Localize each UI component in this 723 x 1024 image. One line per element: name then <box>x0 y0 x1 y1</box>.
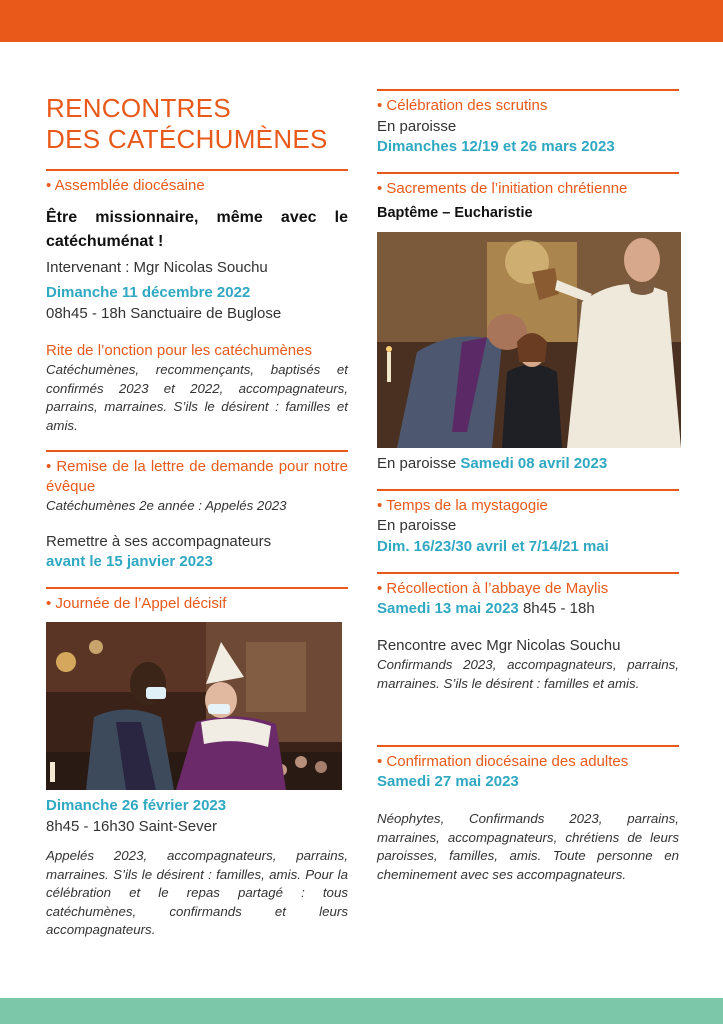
confirmation-audience: Néophytes, Confirmands 2023, parrains, marraines, accompagnateurs, chrétiens de leurs paroisses, familles, amis. Toute personne en cheminement avec ses accompagnateurs. <box>377 811 679 882</box>
retreat-date: Samedi 13 mai 2023 <box>377 600 519 617</box>
section-divider <box>46 169 348 171</box>
assembly-speaker: Intervenant : Mgr Nicolas Souchu <box>46 259 268 276</box>
call-ceremony-illustration <box>46 622 342 790</box>
section-divider <box>377 89 679 91</box>
page-title <box>46 93 348 155</box>
anointing-rite-heading: Rite de l’onction pour les catéchumènes <box>46 342 312 359</box>
baptism-photo <box>377 232 681 448</box>
baptism-illustration <box>377 232 681 448</box>
section-divider <box>377 489 679 491</box>
bottom-color-band <box>0 998 723 1024</box>
retreat-time: 8h45 - 18h <box>522 600 595 617</box>
section-divider <box>377 745 679 747</box>
confirmation-date: Samedi 27 mai 2023 <box>377 773 519 790</box>
top-color-band <box>0 0 723 42</box>
scrutinies-date: Dimanches 12/19 et 26 mars 2023 <box>377 138 615 155</box>
letter-heading: • Remise de la lettre de demande pour notre évêque <box>46 458 348 495</box>
retreat-date-line <box>377 599 679 619</box>
call-day-heading: • Journée de l’Appel décisif <box>46 595 227 612</box>
assembly-date: Dimanche 11 décembre 2022 <box>46 284 251 301</box>
assembly-time-place: 08h45 - 18h Sanctuaire de Buglose <box>46 305 282 322</box>
call-ceremony-photo <box>46 622 342 790</box>
sacraments-heading: • Sacrements de l’initiation chrétienne <box>377 180 628 197</box>
sacraments-subtitle: Baptême – Eucharistie <box>377 205 533 221</box>
scrutinies-place: En paroisse <box>377 118 457 135</box>
sacraments-date-line <box>377 454 679 474</box>
section-divider <box>46 450 348 452</box>
section-divider <box>377 172 679 174</box>
mystagogy-place: En paroisse <box>377 517 457 534</box>
retreat-heading: • Récollection à l’abbaye de Maylis <box>377 580 609 597</box>
call-time-place: 8h45 - 16h30 Saint-Sever <box>46 818 217 835</box>
assembly-theme <box>46 206 348 254</box>
scrutinies-heading: • Célébration des scrutins <box>377 97 548 114</box>
call-audience: Appelés 2023, accompagnateurs, parrains, marraines. S’ils le désirent : familles, amis. Pour la célébration et le repas partagé : tous catéchumènes, confirmands et leurs accompagnateurs. <box>46 848 348 937</box>
retreat-audience: Confirmands 2023, accompagnateurs, parrains, marraines. S’ils le désirent : familles et amis. <box>377 657 679 691</box>
section-divider <box>377 572 679 574</box>
assembly-heading: • Assemblée diocésaine <box>46 177 205 194</box>
assembly-theme-line-2: catéchuménat ! <box>46 233 164 250</box>
mystagogy-heading: • Temps de la mystagogie <box>377 497 548 514</box>
mystagogy-dates: Dim. 16/23/30 avril et 7/14/21 mai <box>377 538 609 555</box>
call-date: Dimanche 26 février 2023 <box>46 797 227 814</box>
assembly-theme-line-1: Être missionnaire, même avec le <box>46 209 348 226</box>
page-title-line-2: DES CATÉCHUMÈNES <box>46 124 328 154</box>
letter-instruction: Remettre à ses accompagnateurs <box>46 533 272 550</box>
retreat-meeting: Rencontre avec Mgr Nicolas Souchu <box>377 637 621 654</box>
letter-deadline: avant le 15 janvier 2023 <box>46 553 213 570</box>
assembly-audience: Catéchumènes, recommençants, baptisés et confirmés 2023 et 2022, accompagnateurs, parrains, marraines. S’ils le désirent : familles et amis. <box>46 362 348 433</box>
section-divider <box>46 587 348 589</box>
sacraments-date: Samedi 08 avril 2023 <box>460 455 608 472</box>
page-title-line-1: RENCONTRES <box>46 93 232 123</box>
confirmation-heading: • Confirmation diocésaine des adultes <box>377 753 629 770</box>
sacraments-place: En paroisse <box>377 455 457 472</box>
letter-audience: Catéchumènes 2e année : Appelés 2023 <box>46 498 287 513</box>
